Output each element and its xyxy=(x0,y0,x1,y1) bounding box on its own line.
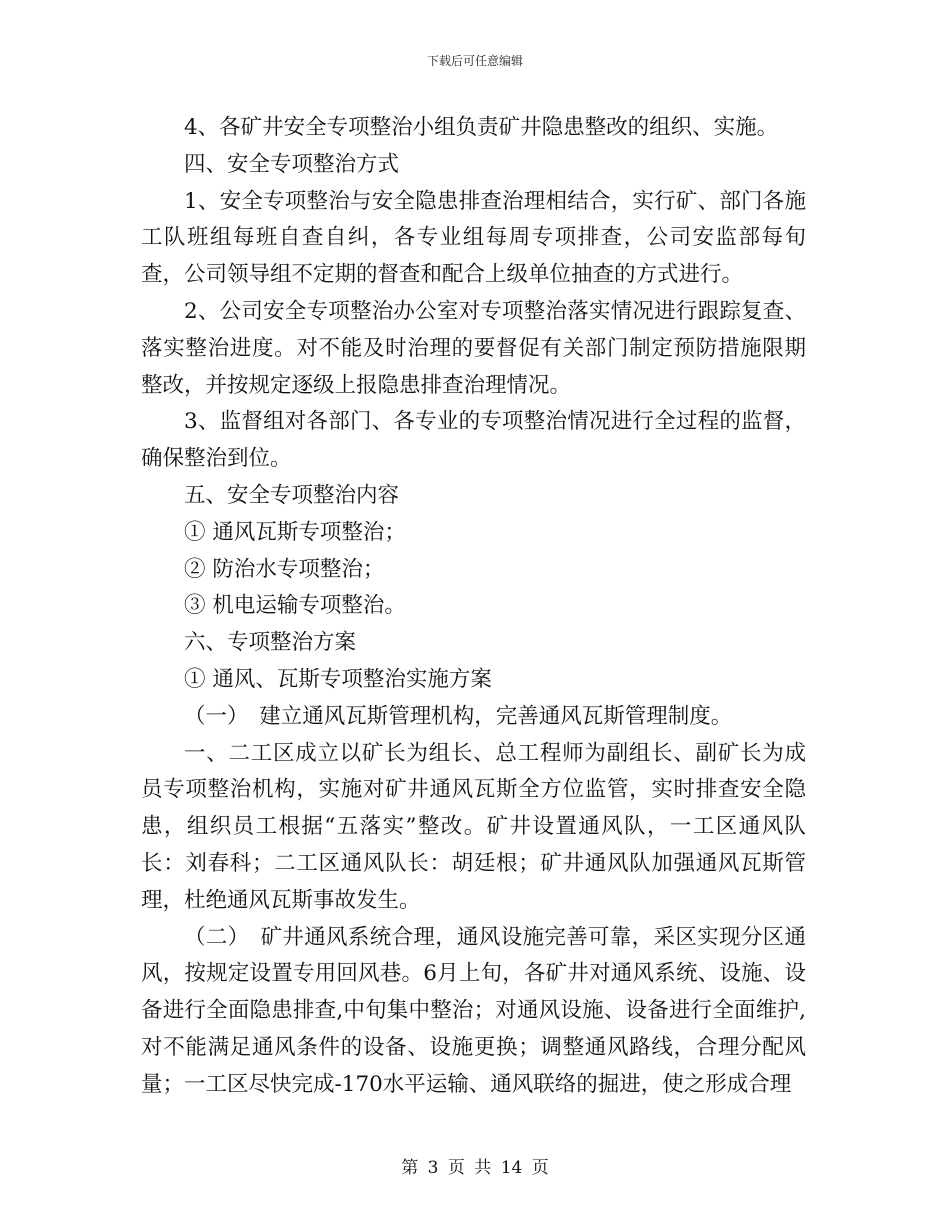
section-heading-5: 五、安全专项整治内容 xyxy=(184,482,400,508)
paragraph-organization: 一、二工区成立以矿长为组长、总工程师为副组长、副矿长为成员专项整治机构，实施对矿井通风瓦斯全方位监管，实时排查安全隐患，组织员工根据“五落实”整改。矿井设置通风队，一工区通风队长：刘春科；二工区通风队长：胡廷根；矿井通风队加强通风瓦斯管理，杜绝通风瓦斯事故发生。 xyxy=(141,740,806,913)
page-footer: 第 3 页 共 14 页 xyxy=(401,1158,549,1178)
paragraph-method-2: 2、公司安全专项整治办公室对专项整治落实情况进行跟踪复查、落实整治进度。对不能及时治理的要督促有关部门制定预防措施限期整改，并按规定逐级上报隐患排查治理情况。 xyxy=(141,298,806,398)
list-item-water: ② 防治水专项整治； xyxy=(184,556,385,582)
paragraph-item-4: 4、各矿井安全专项整治小组负责矿井隐患整改的组织、实施。 xyxy=(184,115,779,140)
page-header: 下载后可任意编辑 xyxy=(426,54,523,68)
subheading-part-1: （一） 建立通风瓦斯管理机构，完善通风瓦斯管理制度。 xyxy=(184,703,733,729)
paragraph-method-1: 1、安全专项整治与安全隐患排查治理相结合，实行矿、部门各施工队班组每班自查自纠，各专业组每周专项排查，公司安监部每旬查，公司领导组不定期的督查和配合上级单位抽查的方式进行。 xyxy=(141,188,806,288)
list-item-ventilation: ① 通风瓦斯专项整治； xyxy=(184,519,406,545)
section-heading-6: 六、专项整治方案 xyxy=(184,630,357,656)
paragraph-ventilation-system: （二） 矿井通风系统合理，通风设施完善可靠，采区实现分区通风，按规定设置专用回风巷。6月上旬，各矿井对通风系统、设施、设备进行全面隐患排查,中旬集中整治；对通风设施、设备进行全面维护,对不能满足通风条件的设备、设施更换；调整通风路线，合理分配风量；一工区尽快完成-170水平运输、通风联络的掘进，使之形成合理 xyxy=(141,924,806,1097)
document-body xyxy=(141,110,806,1104)
subheading-ventilation-plan: ① 通风、瓦斯专项整治实施方案 xyxy=(184,666,492,692)
list-item-electromechanical: ③ 机电运输专项整治。 xyxy=(184,593,406,619)
paragraph-method-3: 3、监督组对各部门、各专业的专项整治情况进行全过程的监督，确保整治到位。 xyxy=(141,409,806,472)
section-heading-4: 四、安全专项整治方式 xyxy=(184,151,400,177)
